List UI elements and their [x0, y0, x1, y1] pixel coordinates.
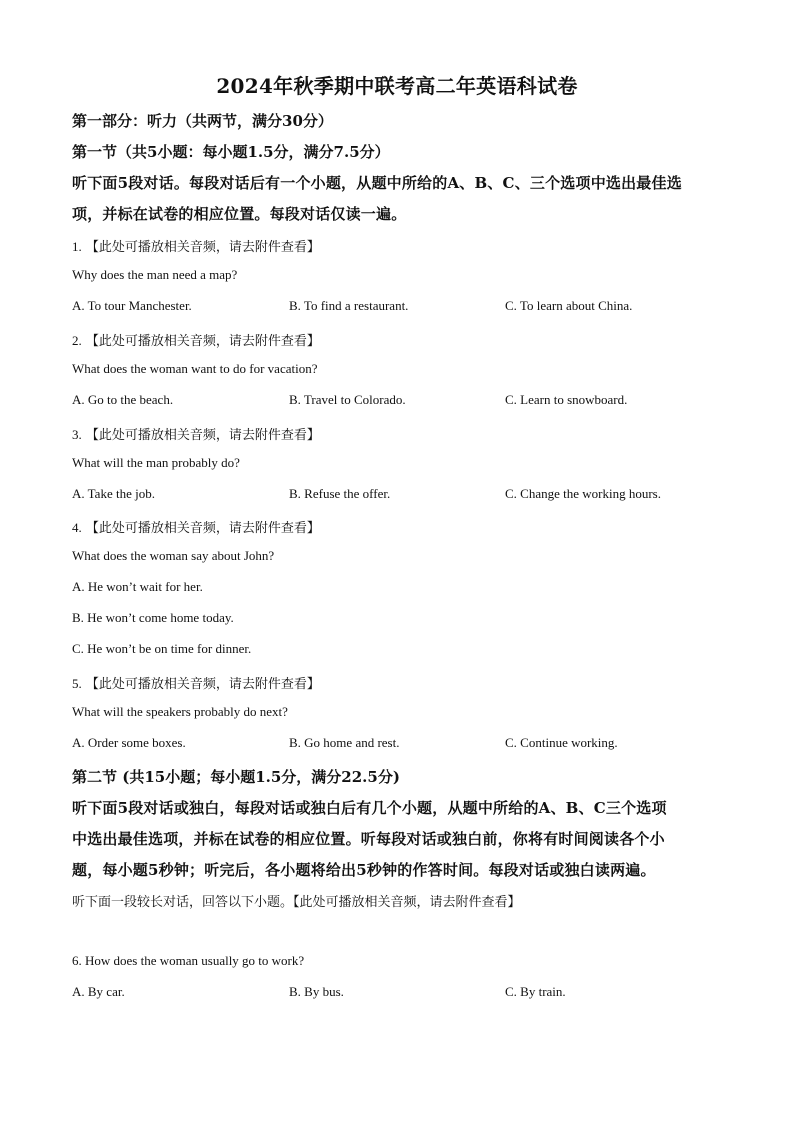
- listen-intro-text: 听下面一段较长对话，回答以下小题。: [72, 895, 294, 910]
- question-3-option-c[interactable]: C. Change the working hours.: [505, 486, 661, 501]
- question-5-option-b[interactable]: B. Go home and rest.: [289, 735, 400, 750]
- question-5-text: What will the speakers probably do next?: [72, 704, 288, 719]
- question-5-option-a[interactable]: A. Order some boxes.: [72, 735, 186, 750]
- exam-title: 2024年秋季期中联考高二年英语科试卷: [216, 74, 578, 98]
- section2-instructions-line3: 题，每小题5秒钟；听完后，各小题将给出5秒钟的作答时间。每段对话或独白读两遍。: [72, 861, 656, 879]
- question-1-option-c[interactable]: C. To learn about China.: [505, 298, 633, 313]
- question-4-option-c[interactable]: C. He won’t be on time for dinner.: [72, 641, 252, 656]
- question-6-option-b[interactable]: B. By bus.: [289, 984, 344, 999]
- audio-link[interactable]: 【此处可播放相关音频，请去附件查看】: [85, 240, 320, 255]
- question-number: 5.: [72, 676, 82, 691]
- audio-link[interactable]: 【此处可播放相关音频，请去附件查看】: [85, 677, 320, 692]
- audio-link[interactable]: 【此处可播放相关音频，请去附件查看】: [85, 334, 320, 349]
- question-2-text: What does the woman want to do for vacation?: [72, 361, 318, 376]
- section1-instructions-line1: 听下面5段对话。每段对话后有一个小题，从题中所给的A、B、C、三个选项中选出最佳选: [72, 174, 682, 192]
- question-2-option-a[interactable]: A. Go to the beach.: [72, 392, 174, 407]
- audio-link[interactable]: 【此处可播放相关音频，请去附件查看】: [85, 521, 320, 536]
- question-5-header: [72, 673, 320, 692]
- question-4-option-a[interactable]: A. He won’t wait for her.: [72, 579, 203, 594]
- audio-link[interactable]: 【此处可播放相关音频，请去附件查看】: [85, 428, 320, 443]
- question-6-text: 6. How does the woman usually go to work?: [72, 953, 305, 968]
- question-2-option-c[interactable]: C. Learn to snowboard.: [505, 392, 628, 407]
- question-number: 3.: [72, 427, 82, 442]
- audio-link[interactable]: 【此处可播放相关音频，请去附件查看】: [293, 895, 521, 910]
- section2-instructions-line1: 听下面5段对话或独白，每段对话或独白后有几个小题，从题中所给的A、B、C三个选项: [72, 799, 667, 817]
- question-number: 4.: [72, 520, 82, 535]
- question-3-header: [72, 424, 320, 443]
- question-2-option-b[interactable]: B. Travel to Colorado.: [289, 392, 406, 407]
- question-1-option-a[interactable]: A. To tour Manchester.: [72, 298, 192, 313]
- question-number: 2.: [72, 333, 82, 348]
- question-2-header: [72, 330, 320, 349]
- question-4-option-b[interactable]: B. He won’t come home today.: [72, 610, 234, 625]
- question-6-option-a[interactable]: A. By car.: [72, 984, 125, 999]
- part1-heading: 第一部分：听力（共两节，满分30分）: [72, 112, 333, 130]
- section2-heading: 第二节 (共15小题；每小题1.5分，满分22.5分): [72, 768, 400, 786]
- question-4-text: What does the woman say about John?: [72, 548, 275, 563]
- section2-instructions-line2: 中选出最佳选项，并标在试卷的相应位置。听每段对话或独白前，你将有时间阅读各个小: [72, 830, 665, 848]
- question-1-header: [72, 236, 320, 255]
- listen-intro-line: [72, 891, 521, 910]
- question-1-text: Why does the man need a map?: [72, 267, 238, 282]
- section1-heading: 第一节（共5小题：每小题1.5分，满分7.5分）: [72, 143, 390, 161]
- question-3-option-b[interactable]: B. Refuse the offer.: [289, 486, 391, 501]
- question-4-header: [72, 517, 320, 536]
- question-3-text: What will the man probably do?: [72, 455, 240, 470]
- question-5-option-c[interactable]: C. Continue working.: [505, 735, 618, 750]
- section1-instructions-line2: 项，并标在试卷的相应位置。每段对话仅读一遍。: [72, 205, 407, 223]
- question-6-option-c[interactable]: C. By train.: [505, 984, 566, 999]
- question-1-option-b[interactable]: B. To find a restaurant.: [289, 298, 409, 313]
- question-number: 1.: [72, 239, 82, 254]
- question-3-option-a[interactable]: A. Take the job.: [72, 486, 155, 501]
